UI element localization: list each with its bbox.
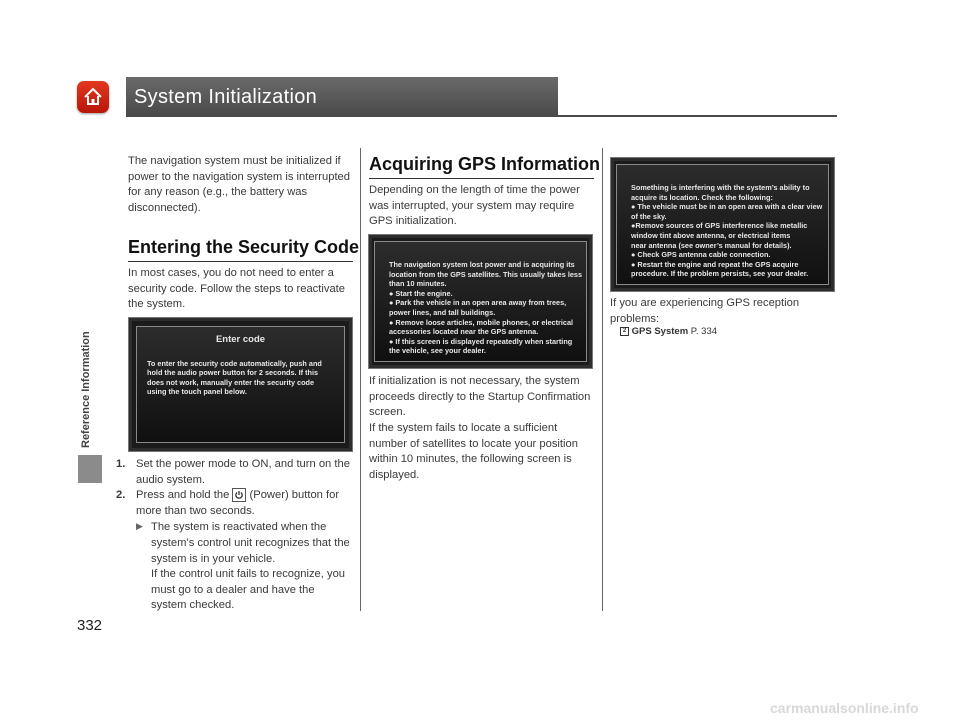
- watermark: carmanualsonline.info: [770, 700, 919, 716]
- screen-line: near antenna (see owner’s manual for details).: [631, 240, 792, 250]
- page-title: System Initialization: [134, 86, 318, 108]
- screen-line: ● The vehicle must be in an open area with a clear view: [631, 202, 823, 212]
- enter-code-screen-text: To enter the security code automatically, push and hold the audio power button for 2 seconds. If this does not work, manually enter the security code using the touch panel below.: [147, 358, 322, 397]
- security-code-heading: Entering the Security Code: [128, 237, 360, 257]
- step-number: 1.: [116, 458, 126, 470]
- heading-rule: [128, 261, 353, 262]
- screen-line: ● If this screen is displayed repeatedly when starting: [389, 336, 573, 346]
- screen-line: ● Start the engine.: [389, 288, 453, 298]
- screen-line: procedure. If the problem persists, see your dealer.: [631, 269, 809, 279]
- reference-icon: 2: [620, 327, 629, 336]
- gps-interference-screen-image: [610, 157, 835, 292]
- step-text-cont: (Power) button for more than two seconds.: [136, 489, 340, 517]
- reference-page: P. 334: [690, 326, 718, 337]
- reception-problems-text: If you are experiencing GPS reception problems:: [610, 297, 800, 325]
- security-intro: In most cases, you do not need to enter a security code. Follow the steps to reactivate the system.: [128, 267, 346, 311]
- enter-code-screen-image: [128, 317, 353, 452]
- home-icon: [82, 86, 104, 108]
- screen-line: accessories located near the GPS antenna.: [389, 327, 539, 337]
- satellites-paragraph: If the system fails to locate a sufficient number of satellites to locate your position within 10 minutes, the following screen is displayed.: [369, 422, 578, 481]
- screen-line: than 10 minutes.: [389, 279, 447, 289]
- step-text: Press and hold the: [136, 489, 230, 502]
- screen-line: the vehicle, see your dealer.: [389, 346, 486, 356]
- intro-paragraph: The navigation system must be initialized if power to the navigation system is interrupted for any reason (e.g., the battery was disconnected).: [128, 155, 351, 214]
- gps-screen-text: [389, 260, 586, 356]
- result-line-2: If the control unit fails to recognize, you must go to a dealer and have the system checked.: [151, 568, 346, 612]
- title-underline: [126, 115, 837, 117]
- step-text: Set the power mode to ON, and turn on the audio system.: [136, 458, 350, 486]
- screen-line: ●Remove sources of GPS interference like metallic: [631, 221, 808, 231]
- gps-intro: Depending on the length of time the power was interrupted, your system may require GPS initialization.: [369, 184, 580, 228]
- gps-acquire-screen-image: [368, 234, 593, 369]
- gps-system-reference[interactable]: [620, 326, 717, 337]
- column-divider: [602, 148, 603, 611]
- result-arrow-icon: ▶: [136, 521, 143, 532]
- interference-screen-text: [631, 183, 828, 279]
- screen-line: ● Restart the engine and repeat the GPS acquire: [631, 259, 799, 269]
- gps-heading: Acquiring GPS Information: [369, 154, 601, 174]
- section-side-label: Reference Information: [80, 331, 92, 448]
- screen-line: The navigation system lost power and is acquiring its: [389, 260, 575, 269]
- screen-line: window tint above antenna, or electrical items: [631, 230, 791, 240]
- power-icon: [232, 488, 246, 502]
- heading-rule: [369, 178, 594, 179]
- screen-line: Something is interfering with the system’s ability to: [631, 183, 810, 192]
- section-tab-marker[interactable]: [78, 455, 102, 483]
- step-2: [116, 488, 353, 519]
- screen-line: ● Remove loose articles, mobile phones, or electrical: [389, 317, 574, 327]
- home-button[interactable]: [77, 81, 109, 113]
- screen-line: ● Park the vehicle in an open area away from trees,: [389, 298, 567, 308]
- screen-line: of the sky.: [631, 211, 667, 221]
- screen-line: location from the GPS satellites. This usually takes less: [389, 269, 583, 279]
- startup-paragraph: If initialization is not necessary, the system proceeds directly to the Startup Confirmation screen.: [369, 375, 591, 419]
- step-1: [116, 457, 353, 488]
- result-line-1: The system is reactivated when the system’s control unit recognizes that the system is in your vehicle.: [151, 521, 350, 565]
- enter-code-screen-title: Enter code: [215, 334, 266, 345]
- screen-line: ● Check GPS antenna cable connection.: [631, 250, 771, 260]
- steps-list: [116, 457, 353, 614]
- reference-label[interactable]: GPS System: [631, 326, 689, 337]
- column-divider: [360, 148, 361, 611]
- page-number: 332: [77, 617, 103, 634]
- screen-line: power lines, and tall buildings.: [389, 307, 496, 317]
- step-number: 2.: [116, 489, 126, 502]
- screen-line: acquire its location. Check the following:: [631, 192, 773, 202]
